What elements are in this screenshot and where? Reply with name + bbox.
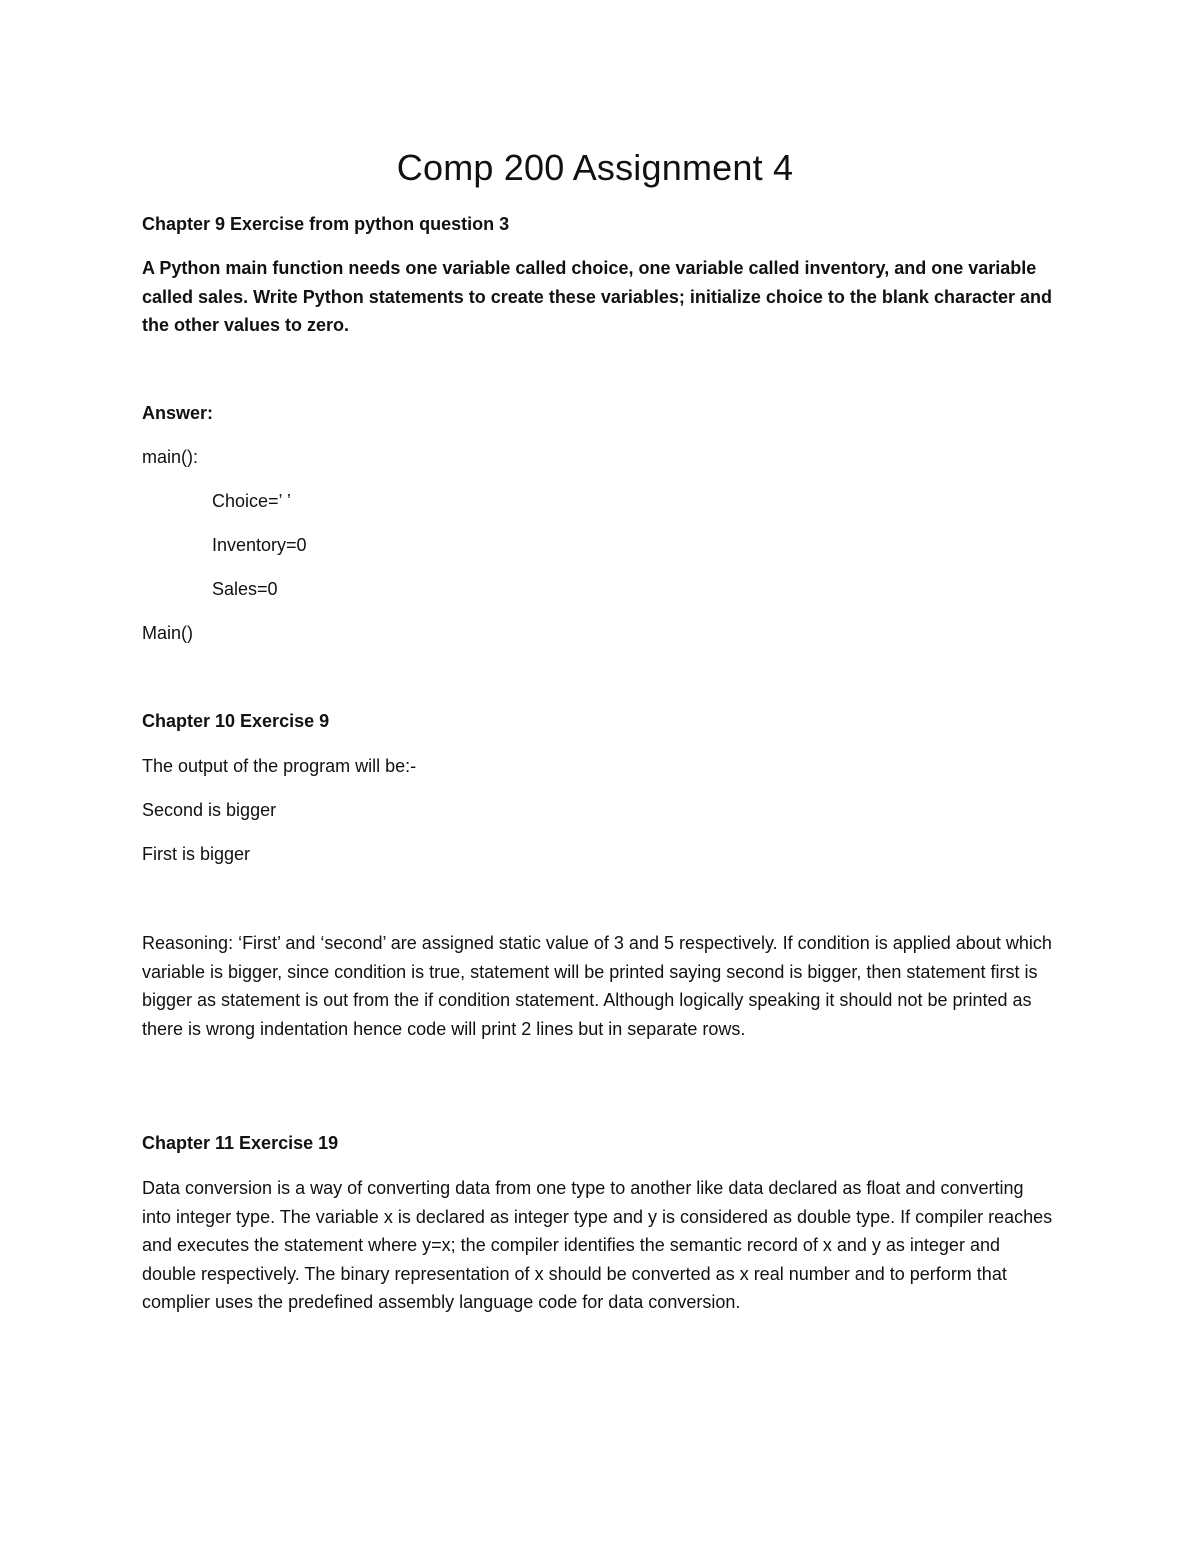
reasoning-paragraph: Reasoning: ‘First’ and ‘second’ are assigned static value of 3 and 5 respectively. If condition is applied about which variable is bigger, since condition is true, statement will be printed saying second is bigger, then statement first is bigger as statement is out from the if condition statement. Although logically speaking it should not be printed as there is wrong indentation hence code will print 2 lines but in separate rows. bbox=[142, 933, 1052, 1039]
answer-label: Answer: bbox=[142, 403, 214, 423]
question-text: A Python main function needs one variable called choice, one variable called inventory, and one variable called sales. Write Python statements to create these variables; initialize choice to the blank character and the other values to zero. bbox=[142, 258, 1052, 336]
section-heading-chapter-9: Chapter 9 Exercise from python question 3 bbox=[142, 214, 510, 234]
document-title: Comp 200 Assignment 4 bbox=[396, 147, 794, 188]
code-inventory-line: Inventory=0 bbox=[212, 535, 307, 555]
output-intro: The output of the program will be:- bbox=[142, 756, 417, 776]
section-heading-chapter-10: Chapter 10 Exercise 9 bbox=[142, 711, 330, 731]
code-choice-line: Choice=’ ’ bbox=[212, 491, 291, 511]
code-main-call: Main() bbox=[142, 623, 194, 643]
code-main-def: main(): bbox=[142, 447, 199, 467]
data-conversion-paragraph: Data conversion is a way of converting data from one type to another like data declared as float and converting into integer type. The variable x is declared as integer type and y is considered as double type. If compiler reaches and executes the statement where y=x; the compiler identifies the semantic record of x and y as integer and double respectively. The binary representation of x should be converted as x real number and to perform that complier uses the predefined assembly language code for data conversion. bbox=[142, 1178, 1053, 1313]
code-sales-line: Sales=0 bbox=[212, 579, 278, 599]
output-line-1: Second is bigger bbox=[142, 800, 277, 820]
output-line-2: First is bigger bbox=[142, 844, 251, 864]
section-heading-chapter-11: Chapter 11 Exercise 19 bbox=[142, 1133, 339, 1153]
